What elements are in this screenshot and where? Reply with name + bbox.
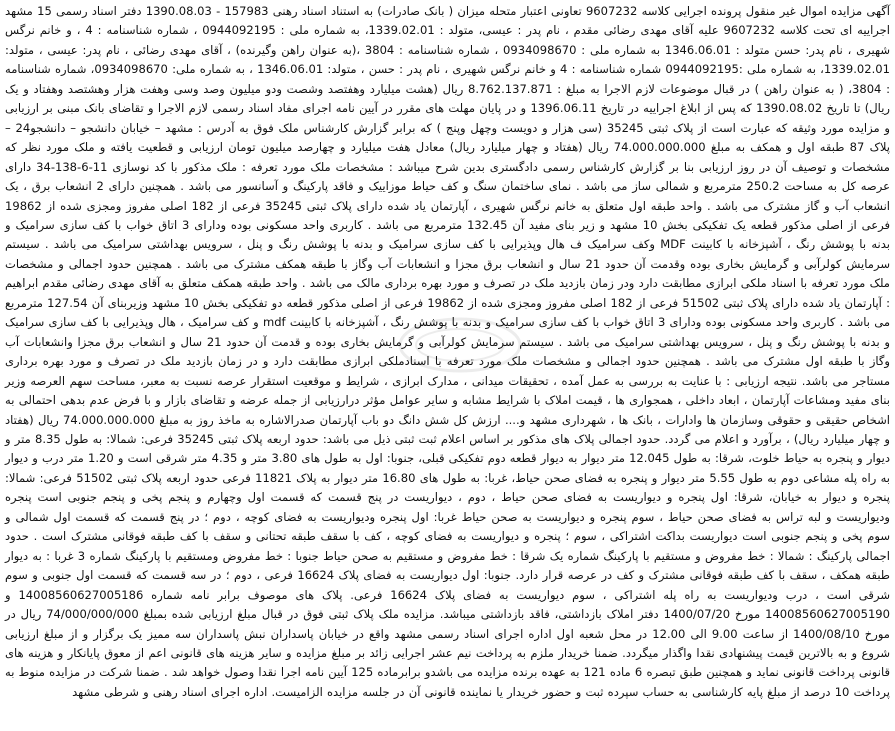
auction-notice-text: آگهی مزایده اموال غیر منقول پرونده اجرایی کلاسه 9607232 تعاونی اعتبار متحله میزان ( بانک صادرات) به استناد اسناد رهنی 157983 - 1390.08.03 دفتر اسناد رسمی 15 مشهد اجراییه ای تحت کلاسه 9607232 علیه آقای مهدی رضائی مقدم ، نام پدر : عیسی، متولد : 1339.02.01، به شماره ملی : 0944092195 ، شماره شناسنامه : 4 ، و خانم نرگس شهیری ، نام پدر: حسن متولد : 1346.06.01 به شماره ملی : 0934098670 ، شماره شناسنامه : 3804 ،(به عنوان راهن وگیرنده) ، آقای مهدی رضائی ، نام پدر: عیسی ، متولد: 1339.02.01، به شماره ملی :0944092195 شماره شناسنامه : 4 و خانم نرگس شهیری ، نام پدر : حسن ، متولد: 1346.06.01 ، به شماره ملی: 0934098670، شماره شناسنامه : 3804، ( به عنوان راهن ) در قبال موضوعات لازم الاجرا به مبلغ : 8.762.137.871 ریال (هشت میلیارد وهفتصد وشصت ودو میلیون وصد وسی وهفت هزار وهشتصد وهفتاد و یک ریال) تا تاریخ 1390.08.02 که پس از ابلاغ اجراییه در تاریخ 1396.06.11 و در پایان مهلت های مقرر در آیین نامه اجرای مفاد اسناد رسمی لازم الاجرا و تقاضای بانک مبنی بر ارزیابی و مزایده مورد وثیقه که عبارت است از پلاک ثبتی 35245 (سی هزار و دویست وچهل وپنج ) که برابر گزارش کارشناس ملک فوق به آدرس : مشهد – خیابان دانشجو – دانشجو24 – پلاک 87 طبقه اول و همکف به مبلغ 74.000.000.000 ریال (هفتاد و چهار میلیارد ریال) معادل هفت میلیارد و چهارصد میلیون تومان ارزیابی و قطعیت یافته و ملک مورد نظر که مشخصات و توصیف آن در روز ارزیابی بنا بر گزارش کارشناس رسمی دادگستری بدین شرح میباشد : مشخصات ملک مورد تعرفه : ملک مذکور با کد نوسازی 11-6-138-34 دارای عرصه کل به مساحت 250.2 مترمربع و شمالی ساز می باشد . نمای ساختمان سنگ و کف حیاط موزاییک و فاقد پارکینگ و آسانسور می باشد . همچنین دارای 2 انشعاب برق ، یک انشعاب آب و گاز مشترک می باشد . واحد طبقه اول متعلق به خانم نرگس شهیری ، آپارتمان یاد شده دارای پلاک ثبتی 35245 فرعی از 182 اصلی مفروز ومجزی شده از 19862 فرعی از اصلی مذکور قطعه یک تفکیکی بخش 10 مشهد و زیر بنای مفید آن 132.45 مترمربع می باشد . کاربری واحد مسکونی بوده ودارای 3 اتاق خواب با کف سازی سرامیک و بدنه با پوشش رنگ ، آشپزخانه با کابینت MDF وکف سرامیک ف هال وپذیرایی با کف سازی سرامیک و بدنه با پوشش رنگ و پنل ، سرویس بهداشتی سرامیک می باشد . سیستم سرمایش کولرآبی و گرمایش بخاری بوده وقدمت آن حدود 21 سال و انشعاب برق مجزا و انشعابات آب وگاز با طبقه همکف مشترک می باشد . همچنین حدود اجمالی و مشخصات ملک مورد تعرفه با اسناد ملکی ابرازی مطابقت دارد ودر زمان بازدید ملک در تصرف و مورد بهره برداری مالک می باشد . واحد طبقه همکف متعلق به آقای مهدی رضائی مقدم ابراهیم : آپارتمان یاد شده دارای پلاک ثبتی 51502 فرعی از 182 اصلی مفروز ومجزی شده از 19862 فرعی از اصلی مذکور قطعه دو تفکیکی بخش 10 مشهد وزیربنای آن 127.54 مترمربع می باشد . کاربری واحد مسکونی بوده ودارای 3 اتاق خواب با کف سازی سرامیک و بدنه با پوشش رنگ ، آشپزخانه با کابینت mdf و کف سرامیک ، هال وپذیرایی با کف سازی سرامیک و بدنه با پوشش رنگ و پنل ، سرویس بهداشتی سرامیک می باشد . سیستم سرمایش کولرآبی و گرمایش بخاری بوده و قدمت آن حدود 21 سال و انشعاب برق مجزا وانشعابات آب وگاز با طبقه اول مشترک می باشد . همچنین حدود اجمالی و مشخصات ملک مورد تعرفه با اسنادملکی ابرازی مطابقت دارد و در زمان بازدید ملک در تصرف و مورد بهره برداری مستاجر می باشد. نتیجه ارزیابی : با عنایت به بررسی به عمل آمده ، تحقیقات میدانی ، مدارک ابرازی ، شرایط و موقعیت استقرار عرصه نسبت به معبر، مساحت سهم العرصه وزیر بنای مفید ومشاعات آپارتمان ، ابعاد داخلی ، همجواری ها ، قیمت املاک با شرایط مشابه و سایر عوامل مؤثر درارزیابی از جمله عرضه و تقاضای بازار و با فرض عدم بدهی احتمالی به اشخاص حقیقی و حقوقی وسازمان ها وادارات ، بانک ها ، شهرداری مشهد و.... ارزش کل شش دانگ دو باب آپارتمان صدرالاشاره به ماخذ روز به مبلغ 74.000.000.000 ریال (هفتاد و چهار میلیارد ریال) ، برآورد و اعلام می گردد. حدود اجمالی پلاک های مذکور بر اساس اعلام ثبت ثبتی ذیل می باشد: حدود اربعه پلاک ثبتی 35245 فرعی: شمالا: به طول 8.35 متر و دیوار و پنجره به حیاط خلوت، شرقا: به طول 12.045 متر دیوار به دیوار قطعه دوم تفکیکی قبلی، جنوبا: اول به طول های 3.80 متر و 4.35 متر شرقی است و 1.20 متر درب و دیوار به راه پله مشاعی دوم به طول 5.55 متر دیوار و پنجره به فضای صحن حیاط، غربا: به طول های 16.80 متر دیوار به پلاک 11821 فرعی حدود اربعه پلاک ثبتی 51502 فرعی: شمالا: پنجره و دیوار به خیابان، شرقا: اول پنجره و دیواریست به فضای صحن حیاط ، دوم ، دیواریست در پنج قسمت که قسمت اول وچهارم و پنجم پخی و پنجم جنوبی است پنجره ودیواریست و لبه تراس به فضای صحن حیاط ، سوم پنجره و دیواریست به صحن حیاط غربا: اول پنجره ودیواریست به فضای کوچه ، دوم ؛ در پنج قسمت که قسمت اول شمالی و سوم پخی و پنجم جنوبی است دیواریست بداکت اشتراکی ، سوم ؛ پنجره و دیواریست به فضای کوچه ، کف با سقف طبقه تحتانی و سقف با کف طبقه فوقانی مشترک است . حدود اجمالی پارکینگ : شمالا : خط مفروض و مستقیم با پارکینگ شماره یک شرقا : خط مفروض و مستقیم به صحن حیاط جنوبا : خط مفروض ومستقیم با پارکینگ شماره 3 غربا : به دیوار طبقه همکف ، سقف با کف طبقه فوقانی مشترک و کف در عرصه قرار دارد. جنوبا: اول دیواریست به فضای پلاک 16624 فرعی ، دوم ؛ در سه قسمت که قسمت اول جنوبی و سوم شرقی است ، درب ودیواریست به راه پله اشتراکی ، سوم دیواریست به فضای پلاک 16624 فرعی. پلاک های موصوف برابر نامه شماره 14008560627005186 و 14008560627005190 مورخ 1400/07/20 دفتر املاک بازداشتی، فاقد بازداشتی میباشد. مزایده ملک پلاک ثبتی فوق در قبال مبلغ ارزیابی شده بمبلغ 74/000/000/000 ریال در مورخ 1400/08/10 از ساعت 9.00 الی 12.00 در محل شعبه اول اداره اجرای اسناد رسمی مشهد واقع در خیابان پاسداران نبش پاسداران سه ممیز یک برگزار و از مبلغ ارزیابی شروع و به بالاترین قیمت پیشنهادی نقدا واگذار میگردد. ضمنا خریدار ملزم به پرداخت نیم عشر اجرایی زائد بر مبلغ مزایده و سایر هزینه های قانونی اعم از معوق پایانکار و هزینه های قانونی پرداخت قانونی نماید و همچنین طبق تبصره 6 ماده 121 به عهده برنده مزایده می باشدو برابرماده 125 آیین نامه اجرا نقدا وصول خواهد شد . ضمنا شرکت در مزایده منوط به پرداخت 10 درصد از مبلغ پایه کارشناسی به حساب سپرده ثبت و حضور خریدار یا نماینده قانونی آن در جلسه مزایده الزامیست. اداره اجرای اسناد رهنی و شرطی مشهد	[5, 4, 891, 699]
